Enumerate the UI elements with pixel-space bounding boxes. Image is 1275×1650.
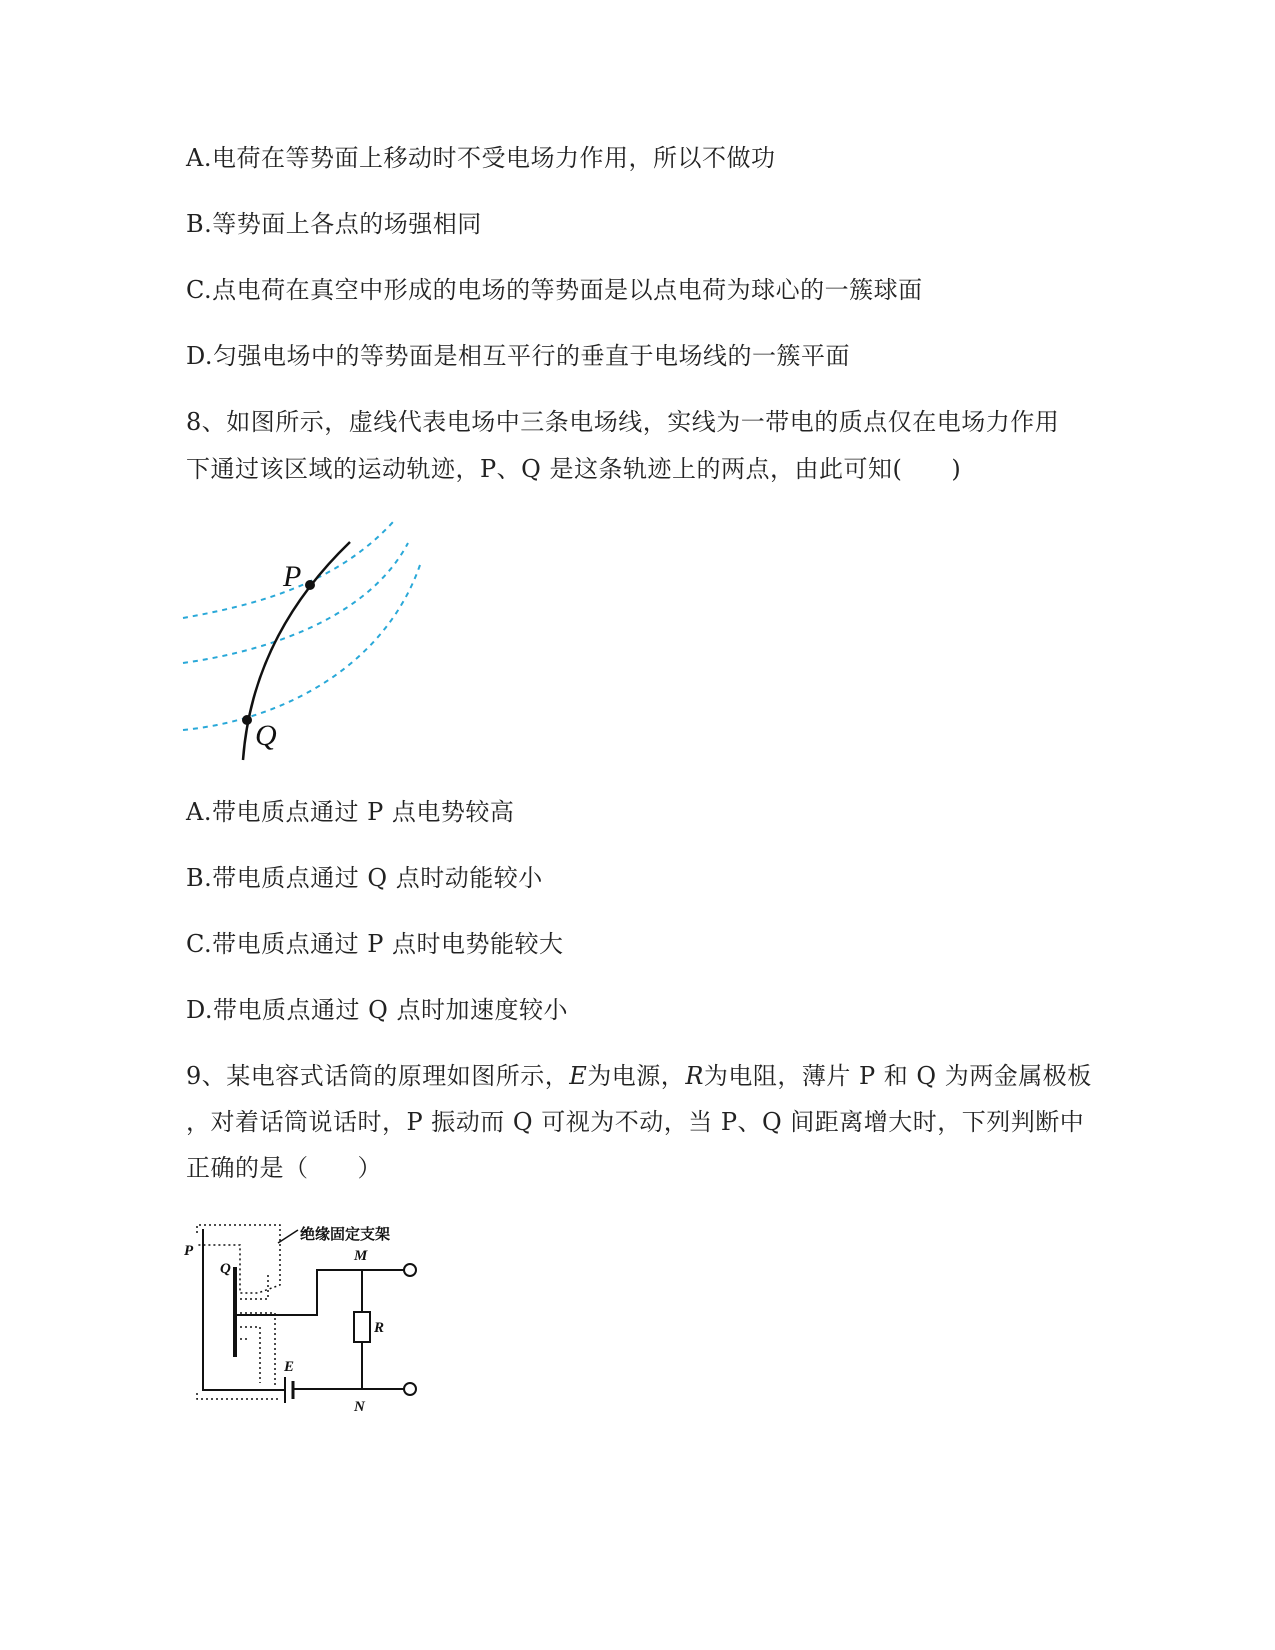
insulating-support-inner bbox=[240, 1275, 268, 1339]
terminal-m bbox=[404, 1264, 416, 1276]
field-line-bottom bbox=[183, 565, 420, 730]
q8-stem-line-2: 下通过该区域的运动轨迹，P、Q 是这条轨迹上的两点，由此可知( ) bbox=[186, 455, 962, 483]
q9-stem-part-1: 9、某电容式话筒的原理如图所示， bbox=[186, 1062, 570, 1090]
q8-option-a: A.带电质点通过 P 点电势较高 bbox=[186, 798, 515, 826]
q7-option-a: A.电荷在等势面上移动时不受电场力作用，所以不做功 bbox=[186, 144, 776, 172]
resistor-r bbox=[354, 1312, 370, 1342]
q9-symbol-e: E bbox=[569, 1062, 588, 1090]
point-p-label: P bbox=[283, 560, 302, 593]
q9-microphone-circuit-figure bbox=[180, 1215, 430, 1415]
support-label: 绝缘固定支架 bbox=[300, 1225, 391, 1243]
q8-option-d: D.带电质点通过 Q 点时加速度较小 bbox=[186, 996, 568, 1024]
point-q-label: Q bbox=[255, 719, 277, 752]
q8-trajectory-figure bbox=[175, 515, 435, 770]
label-p: P bbox=[184, 1243, 194, 1259]
q8-stem-line-1: 8、如图所示，虚线代表电场中三条电场线，实线为一带电的质点仅在电场力作用 bbox=[186, 408, 1060, 436]
insulating-support-lower bbox=[197, 1313, 280, 1399]
terminal-n bbox=[404, 1383, 416, 1395]
q8-option-c: C.带电质点通过 P 点时电势能较大 bbox=[186, 930, 564, 958]
q9-stem-line-1 bbox=[186, 1061, 1092, 1091]
point-p-marker bbox=[305, 580, 315, 590]
insulating-support-upper bbox=[197, 1225, 280, 1293]
q7-option-c: C.点电荷在真空中形成的电场的等势面是以点电荷为球心的一簇球面 bbox=[186, 276, 923, 304]
plate-p bbox=[203, 1229, 285, 1390]
q9-stem-line-2: ，对着话筒说话时，P 振动而 Q 可视为不动，当 P、Q 间距离增大时，下列判断中 bbox=[186, 1108, 1085, 1136]
label-e: E bbox=[284, 1359, 295, 1375]
label-n: N bbox=[354, 1399, 365, 1415]
q7-option-b: B.等势面上各点的场强相同 bbox=[186, 210, 482, 238]
q9-stem-part-2: 为电源， bbox=[587, 1062, 686, 1090]
q9-stem-part-3: 为电阻，薄片 P 和 Q 为两金属极板 bbox=[703, 1062, 1092, 1090]
support-leader-line bbox=[278, 1230, 298, 1243]
q9-symbol-r: R bbox=[685, 1062, 704, 1090]
q8-option-b: B.带电质点通过 Q 点时动能较小 bbox=[186, 864, 543, 892]
point-q-marker bbox=[242, 715, 252, 725]
label-q: Q bbox=[220, 1261, 231, 1277]
label-r: R bbox=[374, 1320, 385, 1336]
q9-stem-line-3: 正确的是（ ） bbox=[186, 1154, 382, 1182]
label-m: M bbox=[354, 1248, 368, 1264]
q7-option-d: D.匀强电场中的等势面是相互平行的垂直于电场线的一簇平面 bbox=[186, 342, 851, 370]
